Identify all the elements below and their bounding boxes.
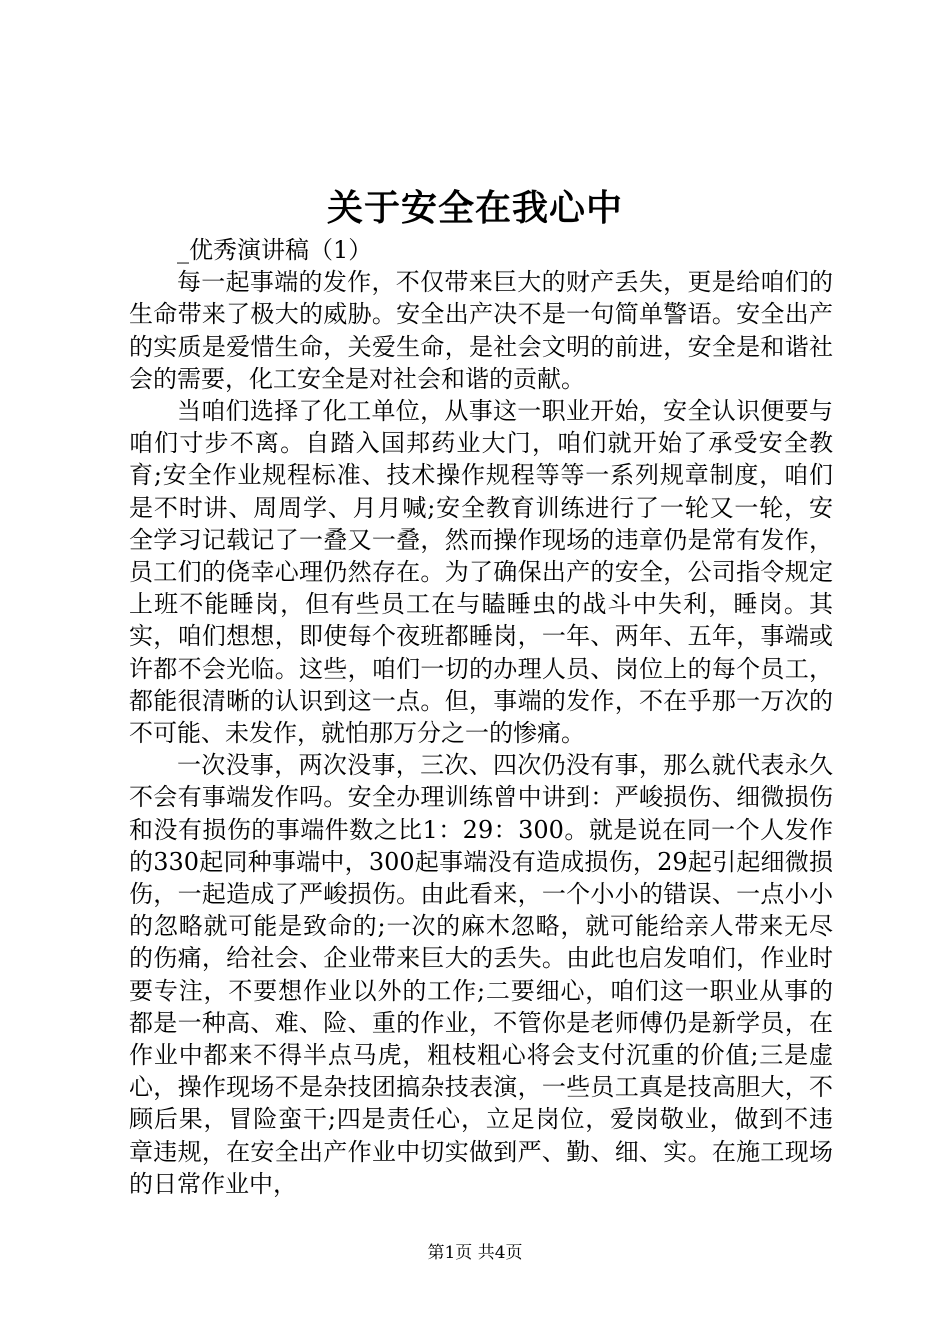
subtitle: _优秀演讲稿（1） xyxy=(177,236,373,264)
body-paragraph-3: 一次没事，两次没事，三次、四次仍没有事，那么就代表永久不会有事端发作吗。安全办理训练曾中讲到：严峻损伤、细微损伤和没有损伤的事端件数之比1：29：300。就是说在同一个人发作的330起同种事端中，300起事端没有造成损伤，29起引起细微损伤，一起造成了严峻损伤。由此看来，一个小小的错误、一点小小的忽略就可能是致命的;一次的麻木忽略，就可能给亲人带来无尽的伤痛，给社会、企业带来巨大的丢失。由此也启发咱们，作业时要专注，不要想作业以外的工作;二要细心，咱们这一职业从事的都是一种高、难、险、重的作业，不管你是老师傅仍是新学员，在作业中都来不得半点马虎，粗枝粗心将会支付沉重的价值;三是虚心，操作现场不是杂技团搞杂技表演，一些员工真是技高胆大，不顾后果，冒险蛮干;四是责任心，立足岗位，爱岗敬业，做到不违章违规，在安全出产作业中切实做到严、勤、细、实。在施工现场的日常作业中， xyxy=(129,751,833,1198)
page-number-indicator: 第1页 共4页 xyxy=(427,1243,523,1263)
document-body xyxy=(129,234,833,1200)
body-paragraph-1: 每一起事端的发作，不仅带来巨大的财产丢失，更是给咱们的生命带来了极大的威胁。安全出产决不是一句简单警语。安全出产的实质是爱惜生命，关爱生命，是社会文明的前进，安全是和谐社会的需要，化工安全是对社会和谐的贡献。 xyxy=(129,268,833,393)
document-title: 关于安全在我心中 xyxy=(326,187,623,229)
page-footer xyxy=(0,1242,950,1264)
body-paragraph-2: 当咱们选择了化工单位，从事这一职业开始，安全认识便要与咱们寸步不离。自踏入国邦药业大门，咱们就开始了承受安全教育;安全作业规程标准、技术操作规程等等一系列规章制度，咱们是不时讲、周周学、月月喊;安全教育训练进行了一轮又一轮，安全学习记载记了一叠又一叠，然而操作现场的违章仍是常有发作，员工们的侥幸心理仍然存在。为了确保出产的安全，公司指令规定上班不能睡岗，但有些员工在与瞌睡虫的战斗中失利，睡岗。其实，咱们想想，即使每个夜班都睡岗，一年、两年、五年，事端或许都不会光临。这些，咱们一切的办理人员、岗位上的每个员工，都能很清晰的认识到这一点。但，事端的发作，不在乎那一万次的不可能、未发作，就怕那万分之一的惨痛。 xyxy=(129,397,833,748)
